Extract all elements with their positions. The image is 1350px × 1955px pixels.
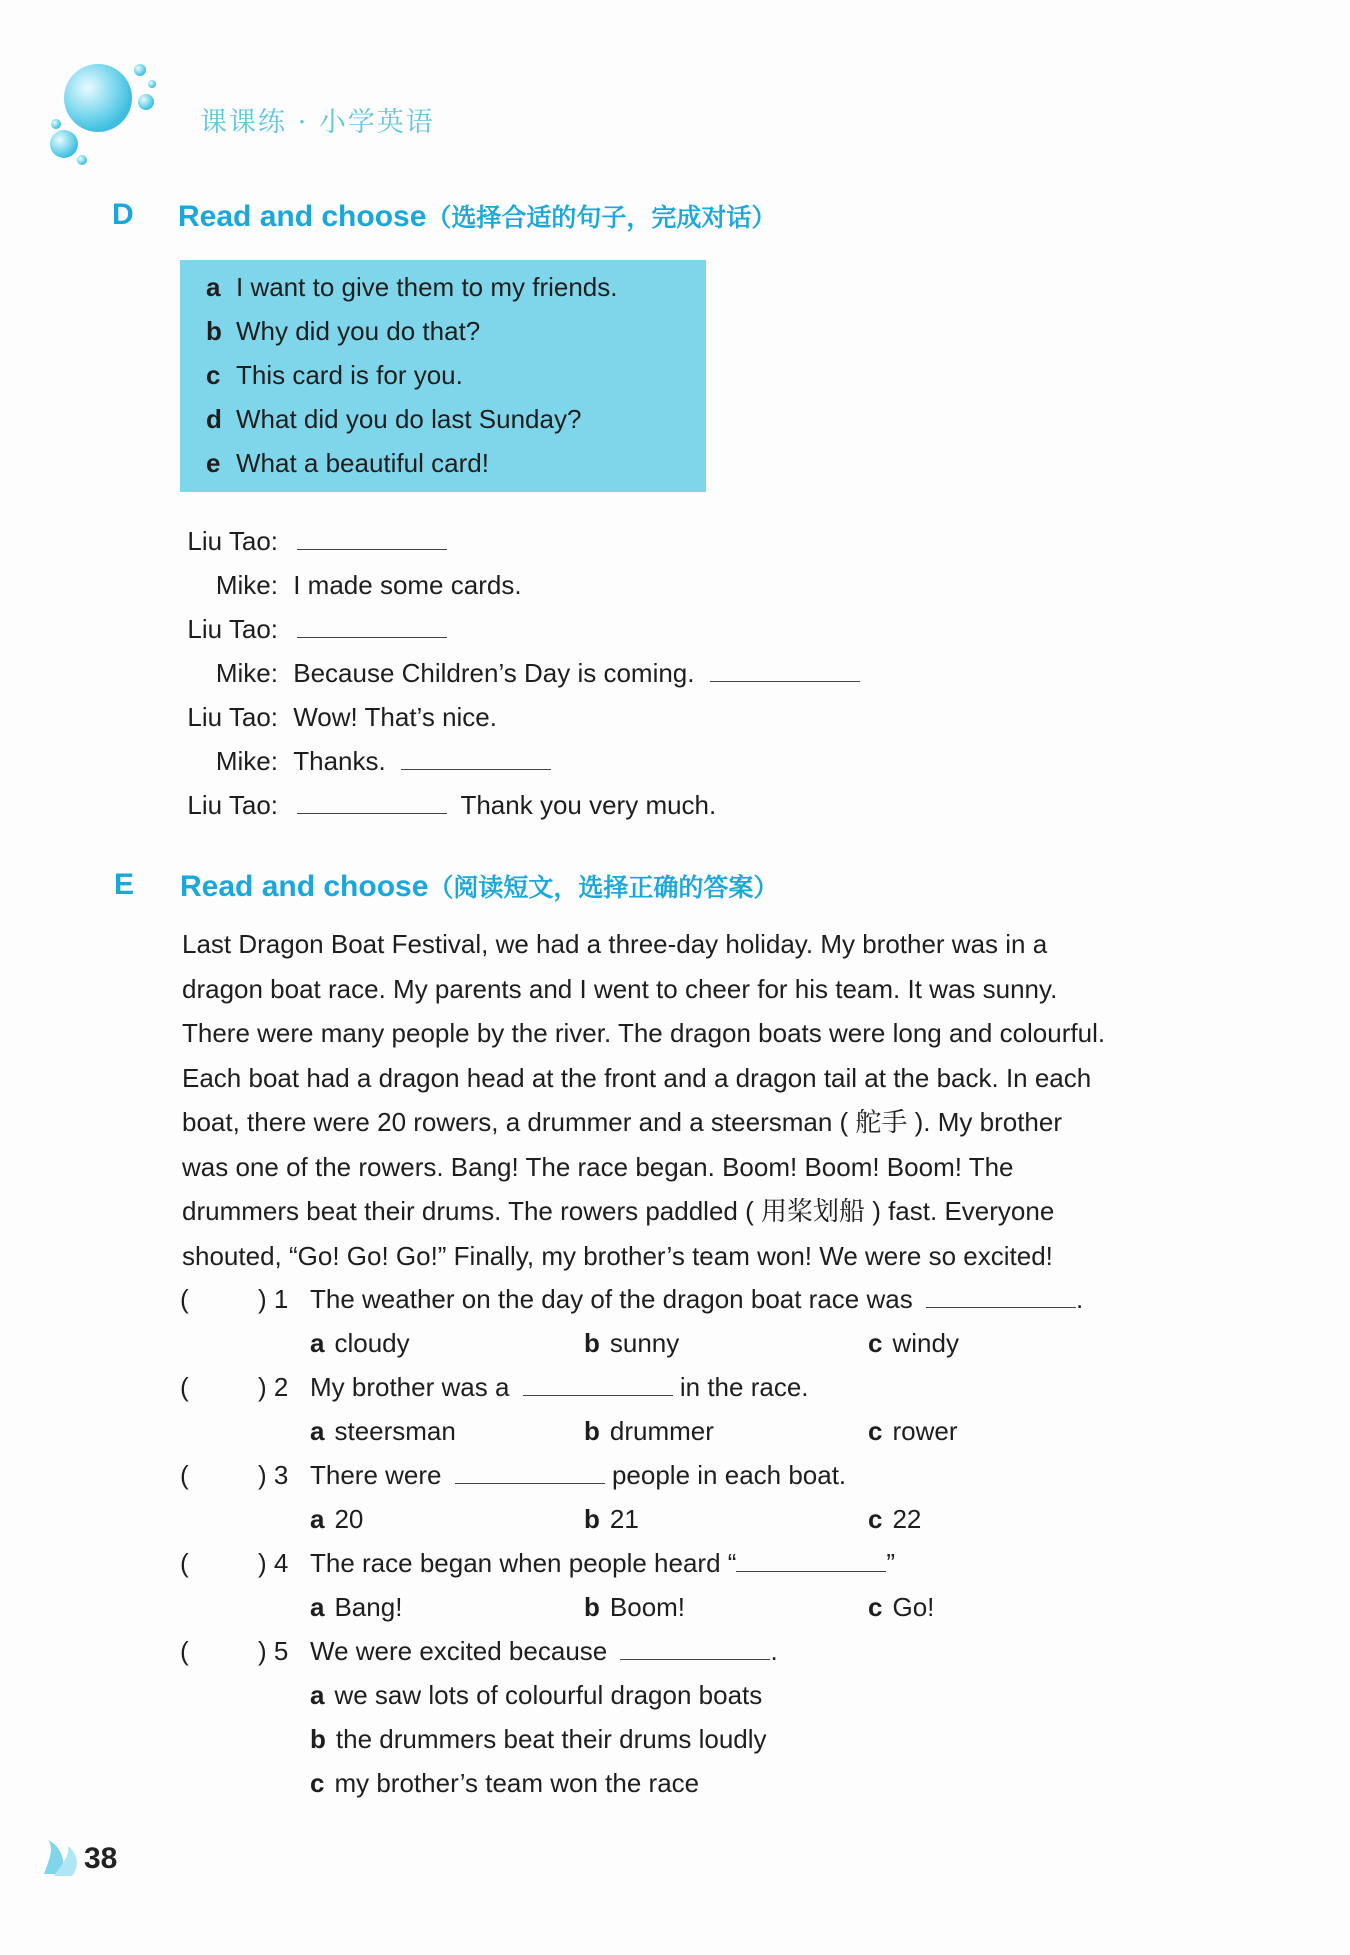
answer-blank[interactable]: [736, 1549, 886, 1572]
choice-a[interactable]: [310, 1328, 410, 1359]
question-text: My brother was a: [310, 1372, 510, 1402]
choice-b[interactable]: [584, 1592, 685, 1623]
dialogue-text: I made some cards.: [293, 570, 522, 600]
choice-text: cloudy: [334, 1328, 410, 1358]
choice-text: 21: [609, 1504, 639, 1534]
answer-blank[interactable]: [710, 659, 860, 682]
choice-letter: c: [868, 1328, 883, 1358]
choice-text: Bang!: [334, 1592, 403, 1622]
choice-b[interactable]: [584, 1328, 679, 1359]
choice-a[interactable]: [310, 1680, 762, 1711]
speaker-label: Mike:: [215, 570, 278, 600]
question-number: ) 2: [258, 1372, 289, 1402]
choice-text: the drummers beat their drums loudly: [335, 1724, 767, 1754]
question-text-after: ”: [886, 1548, 896, 1578]
dialogue-line: [178, 570, 522, 601]
option-letter: b: [206, 316, 222, 346]
dialogue-line: [178, 702, 497, 733]
passage-line: Last Dragon Boat Festival, we had a three-day holiday. My brother was in a: [182, 929, 1048, 959]
choice-letter: a: [310, 1504, 325, 1534]
dialogue-text: Wow! That’s nice.: [293, 702, 497, 732]
dialogue-text: Thanks.: [293, 746, 386, 776]
question-number: ) 3: [258, 1460, 289, 1490]
passage-line: drummers beat their drums. The rowers paddled ( 用桨划船 ) fast. Everyone: [182, 1196, 1055, 1226]
choice-c[interactable]: [868, 1592, 934, 1623]
question-text: The weather on the day of the dragon boat race was: [310, 1284, 913, 1314]
question-text-after: .: [1075, 1284, 1084, 1314]
option-letter: a: [206, 272, 221, 302]
choice-letter: a: [310, 1680, 325, 1710]
choice-text: Boom!: [609, 1592, 686, 1622]
choice-b[interactable]: [310, 1724, 767, 1755]
choice-c[interactable]: [868, 1416, 957, 1447]
choice-text: 20: [334, 1504, 364, 1534]
choice-text: rower: [892, 1416, 958, 1446]
choice-letter: b: [584, 1416, 600, 1446]
choice-c[interactable]: [310, 1768, 699, 1799]
section-e-letter: E: [114, 868, 135, 901]
question-number: ) 1: [258, 1284, 289, 1314]
passage-line: dragon boat race. My parents and I went to cheer for his team. It was sunny.: [182, 973, 1058, 1004]
question-text-after: in the race.: [679, 1372, 809, 1402]
choice-letter: b: [584, 1592, 600, 1622]
option-text: I want to give them to my friends.: [236, 272, 618, 302]
question-number: ) 5: [258, 1636, 289, 1666]
reading-passage: [182, 922, 1182, 1278]
dialogue-line: [178, 614, 447, 645]
choice-text: windy: [892, 1328, 959, 1358]
dialogue-line: [178, 746, 551, 777]
dialogue-text: Thank you very much.: [460, 790, 717, 820]
page-number: 38: [84, 1842, 118, 1875]
option-text: What did you do last Sunday?: [236, 404, 582, 434]
choice-c[interactable]: [868, 1504, 921, 1535]
answer-blank[interactable]: [523, 1373, 673, 1396]
passage-line: Each boat had a dragon head at the front and a dragon tail at the back. In each: [182, 1062, 1092, 1093]
choice-letter: b: [310, 1724, 326, 1754]
section-e-title: [180, 868, 778, 904]
answer-blank[interactable]: [297, 615, 447, 638]
passage-line: There were many people by the river. The dragon boats were long and colourful.: [182, 1018, 1106, 1048]
option-b: [206, 316, 480, 347]
speaker-label: Mike:: [215, 746, 278, 776]
choice-text: we saw lots of colourful dragon boats: [334, 1680, 763, 1710]
answer-blank[interactable]: [297, 791, 447, 814]
speaker-label: Mike:: [215, 658, 278, 688]
question-1: [310, 1284, 1083, 1315]
speaker-label: Liu Tao:: [187, 790, 278, 820]
option-letter: c: [206, 360, 221, 390]
option-d: [206, 404, 581, 435]
choice-text: Go!: [892, 1592, 935, 1622]
question-text-after: .: [770, 1636, 778, 1666]
question-2: [310, 1372, 809, 1403]
choice-text: steersman: [334, 1416, 456, 1446]
dialogue-line: [178, 658, 860, 689]
answer-blank[interactable]: [620, 1637, 770, 1660]
option-letter: e: [206, 448, 221, 478]
choice-letter: c: [310, 1768, 325, 1798]
option-letter: d: [206, 404, 222, 434]
question-text-after: people in each boat.: [611, 1460, 847, 1490]
choice-b[interactable]: [584, 1416, 714, 1447]
wave-icon: [40, 1838, 84, 1878]
section-e-title-cn: （阅读短文，选择正确的答案）: [428, 874, 779, 902]
question-3: [310, 1460, 846, 1491]
option-text: What a beautiful card!: [236, 448, 489, 478]
answer-paren[interactable]: (: [180, 1372, 189, 1402]
option-e: [206, 448, 489, 479]
choice-text: my brother’s team won the race: [334, 1768, 700, 1798]
choice-letter: a: [310, 1328, 325, 1358]
book-title: 课课练 · 小学英语: [200, 107, 435, 138]
choice-letter: b: [584, 1328, 600, 1358]
speaker-label: Liu Tao:: [187, 614, 278, 644]
section-e-title-en: Read and choose: [180, 870, 429, 903]
speaker-label: Liu Tao:: [187, 702, 278, 732]
option-c: [206, 360, 463, 391]
passage-line: boat, there were 20 rowers, a drummer and a steersman ( 舵手 ). My brother: [182, 1107, 1063, 1137]
choice-letter: c: [868, 1416, 883, 1446]
answer-paren[interactable]: (: [180, 1460, 189, 1490]
choice-a[interactable]: [310, 1504, 363, 1535]
options-box: [180, 260, 706, 492]
question-4: [310, 1548, 895, 1579]
choice-a[interactable]: [310, 1416, 456, 1447]
choice-letter: a: [310, 1416, 325, 1446]
dialogue-text: Because Children’s Day is coming.: [293, 658, 695, 688]
speaker-label: Liu Tao:: [187, 526, 278, 556]
option-text: This card is for you.: [236, 360, 463, 390]
dialogue-line: [178, 526, 447, 557]
option-text: Why did you do that?: [236, 316, 481, 346]
passage-line: was one of the rowers. Bang! The race began. Boom! Boom! Boom! The: [182, 1151, 1014, 1182]
choice-letter: b: [584, 1504, 600, 1534]
answer-paren[interactable]: (: [180, 1548, 189, 1578]
section-d-title-cn: （选择合适的句子，完成对话）: [426, 204, 777, 232]
passage-line: shouted, “Go! Go! Go!” Finally, my brother’s team won! We were so excited!: [182, 1240, 1053, 1271]
choice-b[interactable]: [584, 1504, 639, 1535]
question-5: [310, 1636, 778, 1667]
choice-c[interactable]: [868, 1328, 959, 1359]
choice-text: drummer: [609, 1416, 714, 1446]
choice-letter: a: [310, 1592, 325, 1622]
option-a: [206, 272, 618, 303]
question-number: ) 4: [258, 1548, 289, 1578]
question-text: The race began when people heard “: [310, 1548, 737, 1578]
bubbles-logo-icon: [48, 58, 168, 168]
answer-paren[interactable]: (: [180, 1284, 189, 1314]
answer-blank[interactable]: [455, 1461, 605, 1484]
dialogue-line: [178, 790, 716, 821]
answer-blank[interactable]: [926, 1285, 1076, 1308]
question-text: We were excited because: [310, 1636, 608, 1666]
section-d-title: [178, 198, 776, 234]
choice-letter: c: [868, 1504, 883, 1534]
answer-blank[interactable]: [401, 747, 551, 770]
choice-letter: c: [868, 1592, 883, 1622]
section-d-letter: D: [112, 198, 134, 231]
answer-blank[interactable]: [297, 527, 447, 550]
answer-paren[interactable]: (: [180, 1636, 189, 1666]
choice-text: sunny: [609, 1328, 680, 1358]
section-d-title-en: Read and choose: [178, 200, 427, 233]
choice-text: 22: [892, 1504, 922, 1534]
question-text: There were: [310, 1460, 442, 1490]
choice-a[interactable]: [310, 1592, 402, 1623]
